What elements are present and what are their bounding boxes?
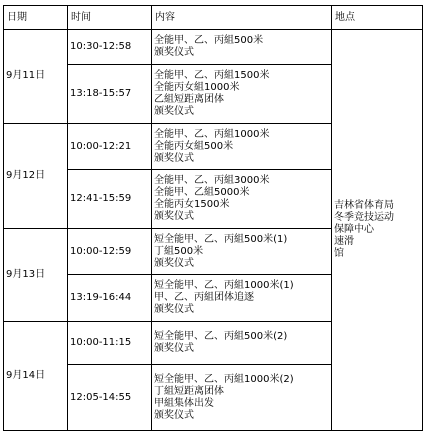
date-cell: 9月12日 — [4, 123, 68, 228]
content-line: 颁奖仪式 — [154, 47, 194, 59]
content-line: 丁組500米 — [154, 245, 204, 257]
content-line: 甲組集体出发 — [154, 397, 214, 409]
date-cell: 9月13日 — [4, 228, 68, 321]
table-row — [4, 30, 423, 65]
content-line: 全能甲、乙、丙組3000米 — [154, 175, 270, 187]
content-cell — [152, 170, 332, 229]
content-line: 全能丙女1500米 — [154, 199, 230, 211]
time-cell: 13:18-15:57 — [68, 65, 152, 124]
location-line: 保障中心 — [334, 224, 374, 235]
header-row — [4, 6, 423, 30]
content-line: 短全能甲、乙、丙組1000米(2) — [154, 373, 294, 385]
content-line: 全能甲、乙、丙組1000米 — [154, 128, 270, 140]
schedule-table — [3, 5, 423, 431]
content-line: 短全能甲、乙、丙組500米(2) — [154, 331, 288, 343]
content-line: 颁奖仪式 — [154, 106, 194, 118]
content-line: 丁組短距离团体 — [154, 385, 224, 397]
time-cell: 12:41-15:59 — [68, 170, 152, 229]
location-line: 冬季竞技运动 — [334, 212, 394, 223]
content-line: 全能甲、乙、丙組500米 — [154, 35, 264, 47]
location-line: 馆 — [334, 248, 344, 259]
location-line: 速滑 — [334, 236, 354, 247]
content-cell — [152, 321, 332, 364]
content-line: 颁奖仪式 — [154, 409, 194, 421]
content-line: 全能甲、乙、丙組1500米 — [154, 70, 270, 82]
content-line: 颁奖仪式 — [154, 257, 194, 269]
content-line: 颁奖仪式 — [154, 152, 194, 164]
header-time: 时间 — [68, 6, 152, 30]
content-line: 短全能甲、乙、丙組1000米(1) — [154, 280, 294, 292]
header-content: 内容 — [152, 6, 332, 30]
content-line: 颁奖仪式 — [154, 304, 194, 316]
content-cell — [152, 65, 332, 124]
content-cell — [152, 275, 332, 321]
location-line: 吉林省体育局 — [334, 200, 394, 211]
content-line: 颁奖仪式 — [154, 343, 194, 355]
header-date: 日期 — [4, 6, 68, 30]
header-location: 地点 — [332, 6, 423, 30]
time-cell: 13:19-16:44 — [68, 275, 152, 321]
time-cell: 10:00-11:15 — [68, 321, 152, 364]
content-line: 乙組短距离团体 — [154, 94, 224, 106]
content-cell — [152, 30, 332, 65]
date-cell: 9月11日 — [4, 30, 68, 124]
content-line: 甲、乙、丙組团体追逐 — [154, 292, 254, 304]
content-line: 全能甲、乙組5000米 — [154, 187, 250, 199]
content-line: 全能丙女組500米 — [154, 140, 234, 152]
content-line: 全能丙女組1000米 — [154, 82, 240, 94]
time-cell: 10:00-12:21 — [68, 123, 152, 169]
content-cell — [152, 228, 332, 274]
location-cell — [332, 30, 423, 431]
content-line: 短全能甲、乙、丙組500米(1) — [154, 233, 288, 245]
content-cell — [152, 365, 332, 431]
date-cell: 9月14日 — [4, 321, 68, 430]
content-cell — [152, 123, 332, 169]
time-cell: 10:30-12:58 — [68, 30, 152, 65]
time-cell: 10:00-12:59 — [68, 228, 152, 274]
content-line: 颁奖仪式 — [154, 211, 194, 223]
time-cell: 12:05-14:55 — [68, 365, 152, 431]
